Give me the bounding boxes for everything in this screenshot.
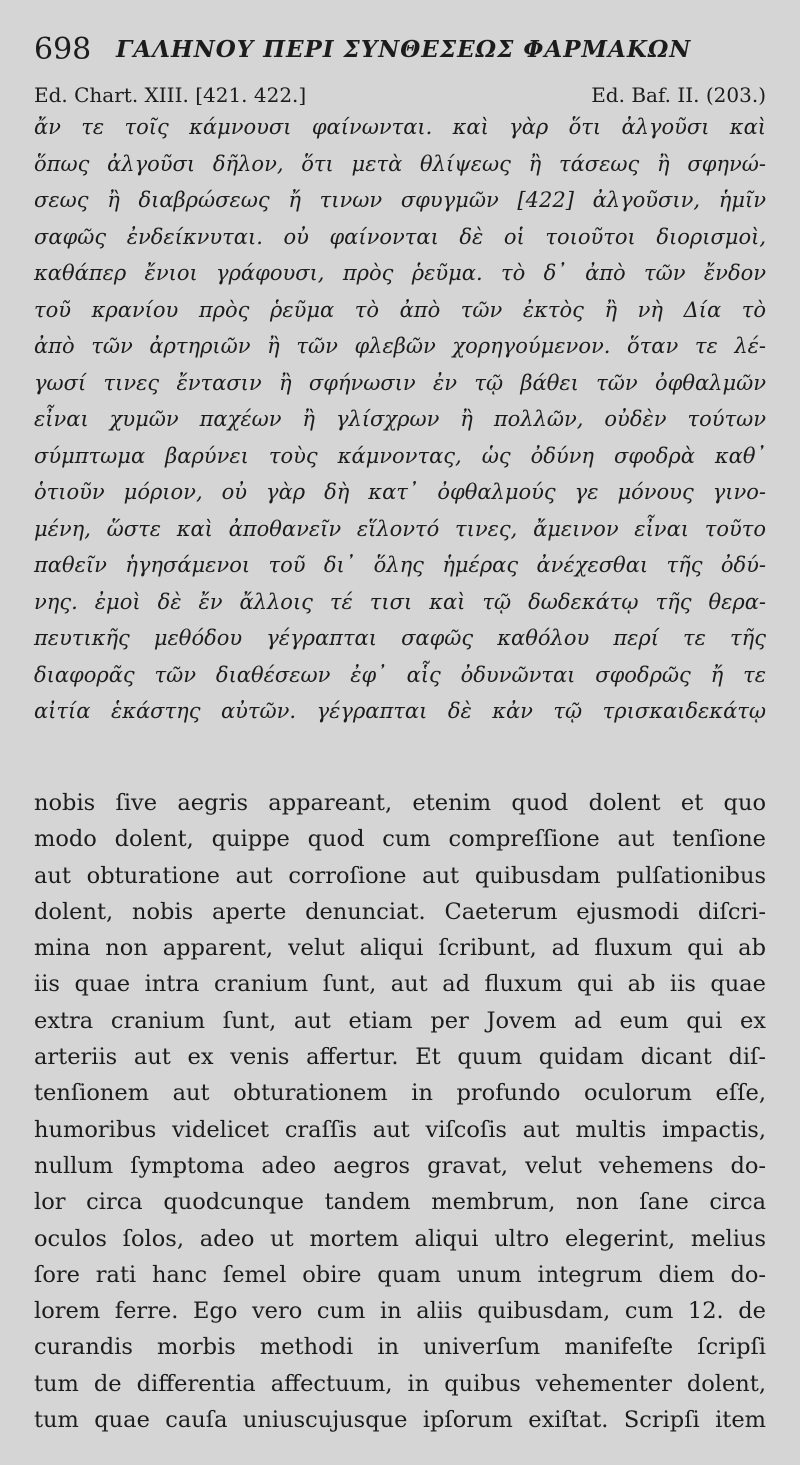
greek-line: αἰτία ἑκάστης αὐτῶν. γέγραπται δὲ κἀν τῷ τρισκαιδεκάτῳ <box>34 699 766 723</box>
greek-line: μένη, ὥστε καὶ ἀποθανεῖν εἵλοντό τινες, ἄμεινον εἶναι τοῦτο <box>34 516 766 541</box>
latin-line: nobis ſive aegris appareant, etenim quod dolent et quo <box>34 790 766 816</box>
greek-line: τοῦ κρανίου πρὸς ῥεῦμα τὸ ἀπὸ τῶν ἐκτὸς ἢ νὴ Δία τὸ <box>34 297 766 322</box>
greek-line: ὁτιοῦν μόριον, οὐ γὰρ δὴ κατ᾽ ὀφθαλμούς γε μόνους γινο- <box>34 480 766 504</box>
latin-line: lor circa quodcunque tandem membrum, non ſane circa <box>34 1189 766 1216</box>
greek-line: εἶναι χυμῶν παχέων ἢ γλίσχρων ἢ πολλῶν, οὐδὲν τούτων <box>34 407 766 431</box>
latin-line: extra cranium ſunt, aut etiam per Jovem ad eum qui ex <box>34 1007 766 1034</box>
latin-line: tum quae cauſa uniuscujusque ipſorum exiſtat. Scripſi item <box>34 1407 766 1434</box>
edition-line <box>34 82 766 108</box>
greek-line: ὅπως ἀλγοῦσι δῆλον, ὅτι μετὰ θλίψεως ἢ τάσεως ἢ σφηνώ- <box>34 151 766 176</box>
greek-line: παθεῖν ἡγησάμενοι τοῦ δι᾽ ὅλης ἡμέρας ἀνέχεσθαι τῆς ὀδύ- <box>34 553 766 577</box>
greek-line: σεως ἢ διαβρώσεως ἤ τινων σφυγμῶν [422] ἀλγοῦσιν, ἡμῖν <box>34 188 766 212</box>
latin-line: ſore rati hanc ſemel obire quam unum integrum diem do- <box>34 1261 766 1288</box>
latin-line: mina non apparent, velut aliqui ſcribunt, ad fluxum qui ab <box>34 935 766 962</box>
greek-line: καθάπερ ἔνιοι γράφουσι, πρὸς ῥεῦμα. τὸ δ᾽ ἀπὸ τῶν ἔνδον <box>34 261 766 285</box>
latin-line: nullum ſymptoma adeo aegros gravat, velut vehemens do- <box>34 1152 766 1179</box>
greek-line: γωσί τινες ἔντασιν ἢ σφήνωσιν ἐν τῷ βάθει τῶν ὀφθαλμῶν <box>34 370 766 395</box>
latin-line: tenſionem aut obturationem in profundo oculorum eſſe, <box>34 1080 766 1107</box>
edition-basel: Ed. Baf. II. (203.) <box>591 83 766 107</box>
latin-line: dolent, nobis aperte denunciat. Caeterum ejusmodi diſcri- <box>34 898 766 925</box>
latin-line: tum de differentia affectuum, in quibus vehementer dolent, <box>34 1370 766 1397</box>
greek-line: ἀπὸ τῶν ἀρτηριῶν ἢ τῶν φλεβῶν χορηγούμενον. ὅταν τε λέ- <box>34 334 766 358</box>
running-title: ΓΑΛΗΝΟΥ ΠΕΡΙ ΣΥΝΘΕΣΕΩΣ ΦΑΡΜΑΚΩΝ <box>116 36 692 63</box>
greek-text-block <box>34 109 766 730</box>
greek-line: πευτικῆς μεθόδου γέγραπται σαφῶς καθόλου περί τε τῆς <box>34 626 766 650</box>
greek-line: σύμπτωμα βαρύνει τοὺς κάμνοντας, ὡς ὀδύνη σφοδρὰ καθ᾽ <box>34 443 766 468</box>
greek-line: διαφορᾶς τῶν διαθέσεων ἐφ᾽ αἷς ὀδυνῶνται σφοδρῶς ἤ τε <box>34 662 766 687</box>
greek-line: ἄν τε τοῖς κάμνουσι φαίνωνται. καὶ γὰρ ὅτι ἀλγοῦσι καὶ <box>34 115 766 139</box>
page-number: 698 <box>34 32 92 67</box>
latin-line: lorem ferre. Ego vero cum in aliis quibusdam, cum 12. de <box>34 1298 766 1325</box>
latin-line: modo dolent, quippe quod cum compreſſione aut tenſione <box>34 826 766 853</box>
latin-line: oculos ſolos, adeo ut mortem aliqui ultro elegerint, melius <box>34 1225 766 1252</box>
latin-line: iis quae intra cranium ſunt, aut ad fluxum qui ab iis quae <box>34 971 766 998</box>
latin-line: curandis morbis methodi in univerſum manifeſte ſcripſi <box>34 1334 766 1361</box>
latin-line: aut obturatione aut corroſione aut quibusdam pulſationibus <box>34 862 766 889</box>
running-head <box>34 30 784 70</box>
latin-line: arteriis aut ex venis affertur. Et quum quidam dicant diſ- <box>34 1044 766 1071</box>
greek-line: νης. ἐμοὶ δὲ ἔν ἄλλοις τέ τισι καὶ τῷ δωδεκάτῳ τῆς θερα- <box>34 589 766 614</box>
latin-text-block <box>34 785 766 1438</box>
latin-line: humoribus videlicet craſſis aut viſcoſis aut multis impactis, <box>34 1116 766 1143</box>
greek-line: σαφῶς ἐνδείκνυται. οὐ φαίνονται δὲ οἱ τοιοῦτοι διορισμοὶ, <box>34 224 766 249</box>
edition-chartier: Ed. Chart. XIII. [421. 422.] <box>34 83 307 107</box>
